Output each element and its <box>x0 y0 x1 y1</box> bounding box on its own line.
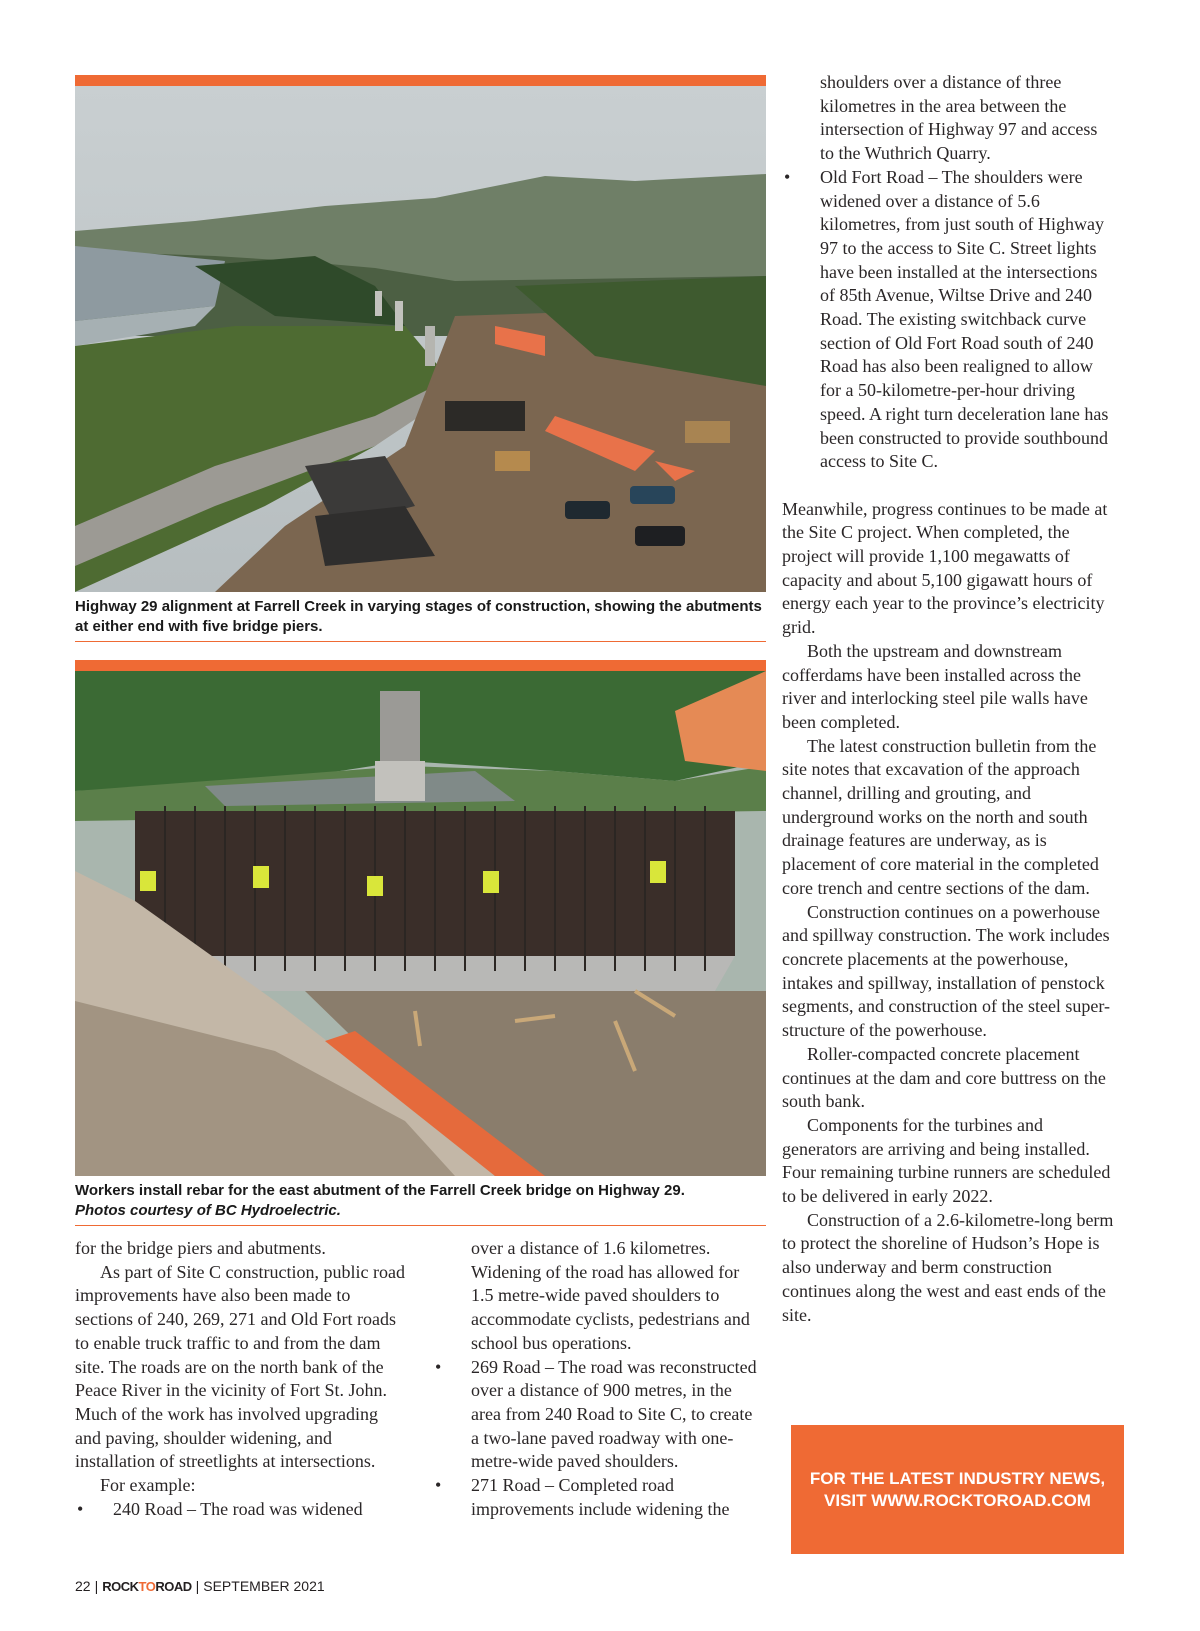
col3-paragraph-rcc: Roller-compacted concrete placement continues at the dam and core buttress on the south bank. <box>782 1043 1106 1112</box>
photo-abutment-rebar <box>75 671 766 1176</box>
bullet-old-fort-road-text: Old Fort Road – The shoulders were widened over a distance of 5.6 kilometres, from just south of Highway 97 to the access to Site C. Street lights have been installed at the intersections of 85th Avenue, Wiltse Drive and 240 Road. The existing switchback curve section of Old Fort Road south of 240 Road has also been realigned to allow for a 50-kilometre-per-hour driving speed. A right turn deceleration lane has been constructed to provide southbound access to Site C. <box>820 166 1109 472</box>
logo-road: ROAD <box>155 1578 192 1594</box>
issue-date: SEPTEMBER 2021 <box>203 1578 325 1594</box>
bullet-269-road-text: 269 Road – The road was reconstructed over a distance of 900 metres, in the area from 240 Road to Site C, to create a two-lane paved roadway with one-metre-wide paved shoulders. <box>471 1356 757 1472</box>
bullet-271-road <box>433 1474 763 1521</box>
cta-line-1: FOR THE LATEST INDUSTRY NEWS, <box>809 1468 1106 1488</box>
bullet-240-road <box>75 1498 405 1522</box>
bullet-dot: • <box>435 1356 442 1377</box>
footer-separator: | <box>195 1578 200 1594</box>
bullet-271-road-text: 271 Road – Completed road improvements include widening the <box>471 1475 730 1519</box>
page-number: 22 <box>75 1578 91 1594</box>
col3-paragraph-turbines: Components for the turbines and generators are arriving and being installed. Four remaining turbine runners are scheduled to be delivered in early 2022. <box>782 1114 1111 1207</box>
column-1 <box>75 1237 405 1521</box>
col1-paragraph-cont: for the bridge piers and abutments. <box>75 1238 326 1258</box>
logo-rock: ROCK <box>102 1578 139 1594</box>
column-2 <box>433 1237 763 1521</box>
bullet-old-fort-road <box>782 166 1114 474</box>
logo-to: TO <box>138 1578 156 1594</box>
col3-paragraph-bulletin: The latest construction bulletin from the site notes that excavation of the approach channel, drilling and grouting, and underground works on the north and south drainage features are underway, as is placement of core material in the completed core trench and centre sections of the dam. <box>782 735 1099 898</box>
col3-paragraph-berm: Construction of a 2.6-kilometre-long berm to protect the shoreline of Hudson’s Hope is also underway and berm construction continues along the west and east ends of the site. <box>782 1209 1114 1325</box>
page-footer <box>75 1578 325 1594</box>
photo2-caption <box>75 1181 766 1226</box>
paragraph-gap <box>782 474 1114 498</box>
col3-271-cont: shoulders over a distance of three kilometres in the area between the intersection of Highway 97 and access to the Wuthrich Quarry. <box>820 72 1098 164</box>
bullet-240-road-text: 240 Road – The road was widened <box>113 1498 363 1519</box>
photo-credit: Photos courtesy of BC Hydroelectric. <box>75 1202 341 1219</box>
col1-for-example: For example: <box>100 1475 196 1496</box>
cta-line-2: VISIT WWW.ROCKTOROAD.COM <box>824 1490 1091 1510</box>
col3-paragraph-cofferdams: Both the upstream and downstream cofferdams have been installed across the river and interlocking steel pile walls have been completed. <box>782 640 1088 732</box>
photo-highway-29-alignment <box>75 86 766 592</box>
column-3 <box>782 71 1114 1327</box>
col3-paragraph-progress: Meanwhile, progress continues to be made at the Site C project. When completed, the project will provide 1,100 megawatts of capacity and about 5,100 gigawatt hours of energy each year to the province’s electricity grid. <box>782 498 1108 638</box>
photo1-caption <box>75 597 766 642</box>
bullet-dot: • <box>77 1498 84 1519</box>
rocktoroad-logo <box>102 1579 191 1594</box>
bullet-269-road <box>433 1356 763 1475</box>
footer-separator: | <box>94 1578 99 1594</box>
photo2-caption-text: Workers install rebar for the east abutment of the Farrell Creek bridge on Highway 29. <box>75 1182 685 1199</box>
col3-paragraph-powerhouse: Construction continues on a powerhouse and spillway construction. The work includes concrete placements at the powerhouse, intakes and spillway, installation of penstock segments, and construction of the steel super-structure of the powerhouse. <box>782 901 1111 1041</box>
photo1-top-rule <box>75 75 766 86</box>
photo2-top-rule <box>75 660 766 671</box>
photo1-caption-text: Highway 29 alignment at Farrell Creek in varying stages of construction, showing the abutments at either end with five bridge piers. <box>75 598 762 635</box>
bullet-dot: • <box>784 166 791 187</box>
col2-paragraph-240-cont: over a distance of 1.6 kilometres. Widening of the road has allowed for 1.5 metre-wide paved shoulders to accommodate cyclists, pedestrians and school bus operations. <box>471 1238 750 1353</box>
rocktoroad-cta-box[interactable] <box>791 1425 1124 1554</box>
bullet-dot: • <box>435 1475 442 1496</box>
col1-paragraph-site-c: As part of Site C construction, public road improvements have also been made to sections of 240, 269, 271 and Old Fort roads to enable truck traffic to and from the dam site. The roads are on the north bank of the Peace River in the vicinity of Fort St. John. Much of the work has involved upgrading and paving, shoulder widening, and installation of streetlights at intersections. <box>75 1261 405 1472</box>
